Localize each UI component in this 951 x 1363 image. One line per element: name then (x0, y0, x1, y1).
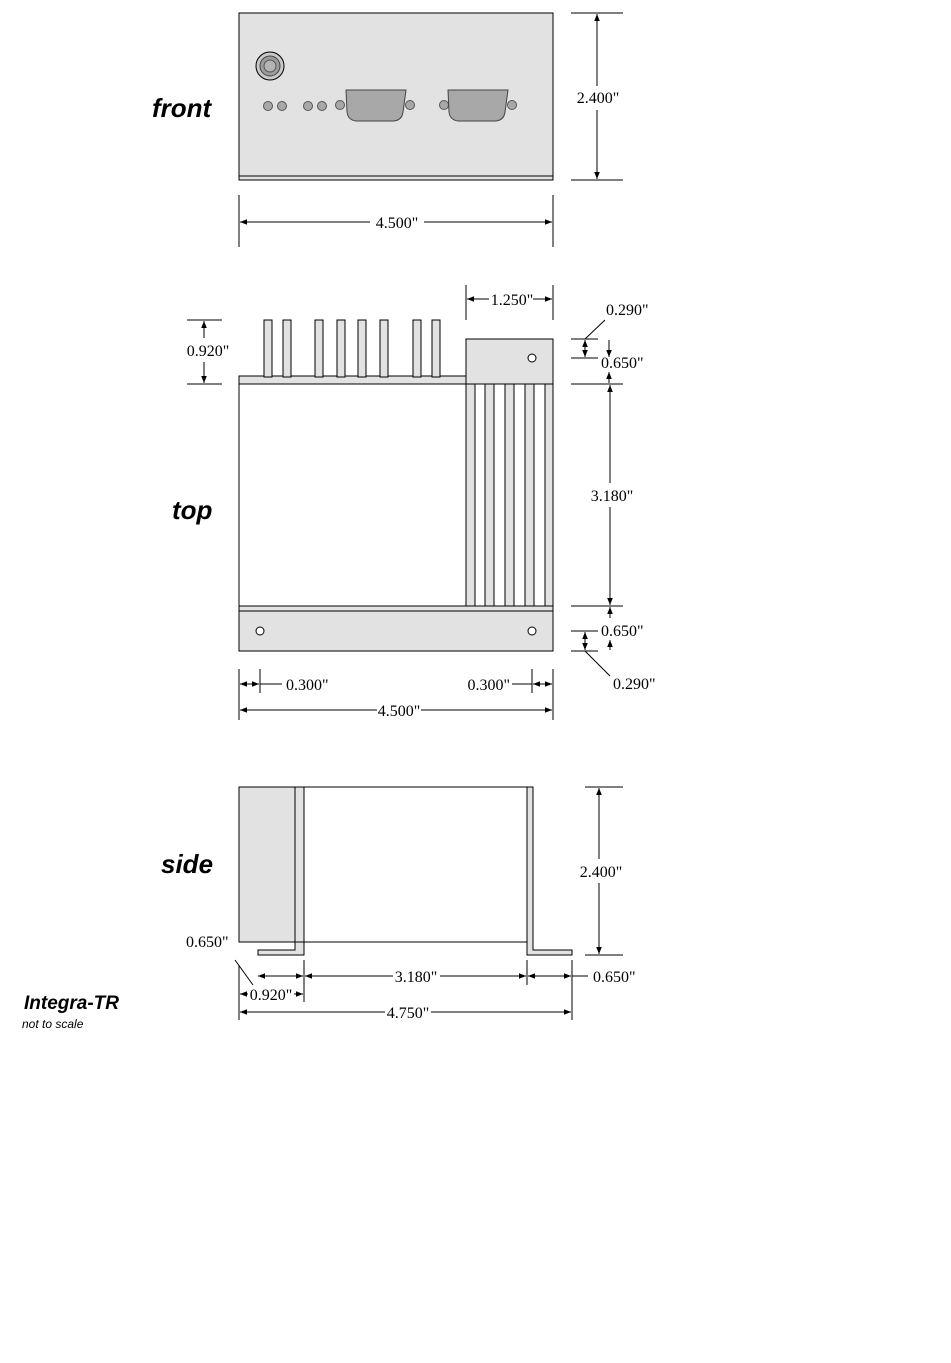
led-icon (264, 102, 273, 111)
left-hole-offset-dimension: 0.300" (286, 677, 329, 694)
product-name: Integra-TR (24, 993, 119, 1014)
front-view (152, 13, 623, 247)
body-depth-dimension: 3.180" (590, 488, 634, 505)
side-main-body (304, 787, 527, 942)
led-icon (304, 102, 313, 111)
left-flange-dimension: 0.650" (186, 934, 229, 951)
bottom-mounting-flange (239, 606, 553, 651)
side-left-flange (258, 942, 304, 955)
led-icon (278, 102, 287, 111)
side-left-wall (295, 787, 304, 942)
top-width-dimension: 4.500" (377, 703, 421, 720)
fin-dimension: 0.920" (249, 987, 293, 1004)
led-icon (318, 102, 327, 111)
bottom-hole-dimension: 0.290" (613, 676, 656, 693)
right-hole-offset-dimension: 0.300" (467, 677, 510, 694)
top-flange-dimension: 0.650" (601, 355, 644, 372)
top-view-label: top (172, 495, 213, 525)
fin-height-dimension: 0.920" (186, 343, 230, 360)
mounting-hole-icon (528, 354, 536, 362)
side-view-label: side (161, 849, 214, 879)
mounting-hole-icon (256, 627, 264, 635)
front-view-label: front (152, 93, 212, 123)
power-jack-icon (256, 52, 284, 80)
side-view (161, 787, 636, 1022)
top-view (172, 285, 656, 720)
side-heatsink-block (239, 787, 295, 942)
bracket-width-dimension: 1.250" (490, 292, 534, 309)
body-dimension: 3.180" (394, 969, 438, 986)
overall-dimension: 4.750" (386, 1005, 430, 1022)
top-hole-dimension: 0.290" (606, 302, 649, 319)
side-right-wall-flange (527, 787, 572, 955)
bottom-hole-leader (585, 651, 610, 676)
top-hole-leader (585, 320, 605, 339)
bottom-flange-dimension: 0.650" (601, 623, 644, 640)
mounting-hole-icon (528, 627, 536, 635)
product-caption (22, 993, 119, 1031)
side-height-dimension: 2.400" (579, 864, 623, 881)
product-note: not to scale (22, 1017, 84, 1031)
heatsink-fins-top (239, 320, 467, 384)
right-flange-dimension: 0.650" (593, 969, 636, 986)
front-height-dimension: 2.400" (576, 90, 620, 107)
top-mounting-bracket (466, 339, 553, 384)
front-width-dimension: 4.500" (375, 215, 419, 232)
left-flange-leader (235, 960, 253, 985)
